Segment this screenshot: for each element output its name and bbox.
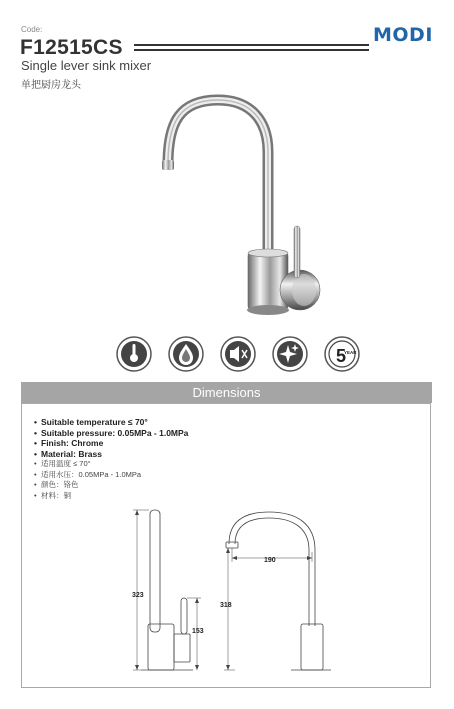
title-rule (134, 44, 369, 51)
side-view-drawing (133, 510, 201, 670)
spec-item: • 颜色：铬色 (34, 480, 79, 489)
warranty-number: 5 (336, 346, 347, 366)
temperature-icon (117, 337, 151, 371)
water-saving-icon (169, 337, 203, 371)
product-name-cn: 单把厨房龙头 (21, 80, 81, 91)
dimension-323: 323 (132, 592, 144, 599)
technical-drawing (21, 500, 431, 685)
noise-reduction-icon (221, 337, 255, 371)
dimension-318: 318 (220, 602, 232, 609)
spec-item: • Finish: Chrome (34, 438, 104, 448)
easy-clean-icon (273, 337, 307, 371)
code-label: Code: (21, 25, 43, 34)
spec-item: • Material: Brass (34, 448, 102, 459)
brand-logo: MODI (373, 24, 433, 46)
model-code: F12515CS (20, 36, 123, 59)
spec-item: • 适用水压：0.05MPa - 1.0MPa (34, 469, 142, 479)
product-image (110, 92, 340, 322)
dimensions-header: Dimensions (21, 382, 432, 403)
product-name: Single lever sink mixer (21, 58, 152, 73)
five-year-warranty-icon (325, 337, 359, 371)
spec-item: • Suitable temperature ≤ 70° (34, 417, 148, 427)
spec-item: • Suitable pressure: 0.05MPa - 1.0MPa (34, 427, 189, 438)
spec-item: • 适用温度 ≤ 70° (34, 459, 91, 468)
dimension-190: 190 (264, 557, 276, 564)
front-view-drawing (224, 512, 331, 670)
warranty-text: YEAR (344, 350, 357, 355)
spec-item: • 材料：铜 (34, 490, 71, 500)
spec-list (34, 417, 188, 501)
dimension-153: 153 (192, 628, 204, 635)
feature-icons-row (115, 335, 360, 373)
